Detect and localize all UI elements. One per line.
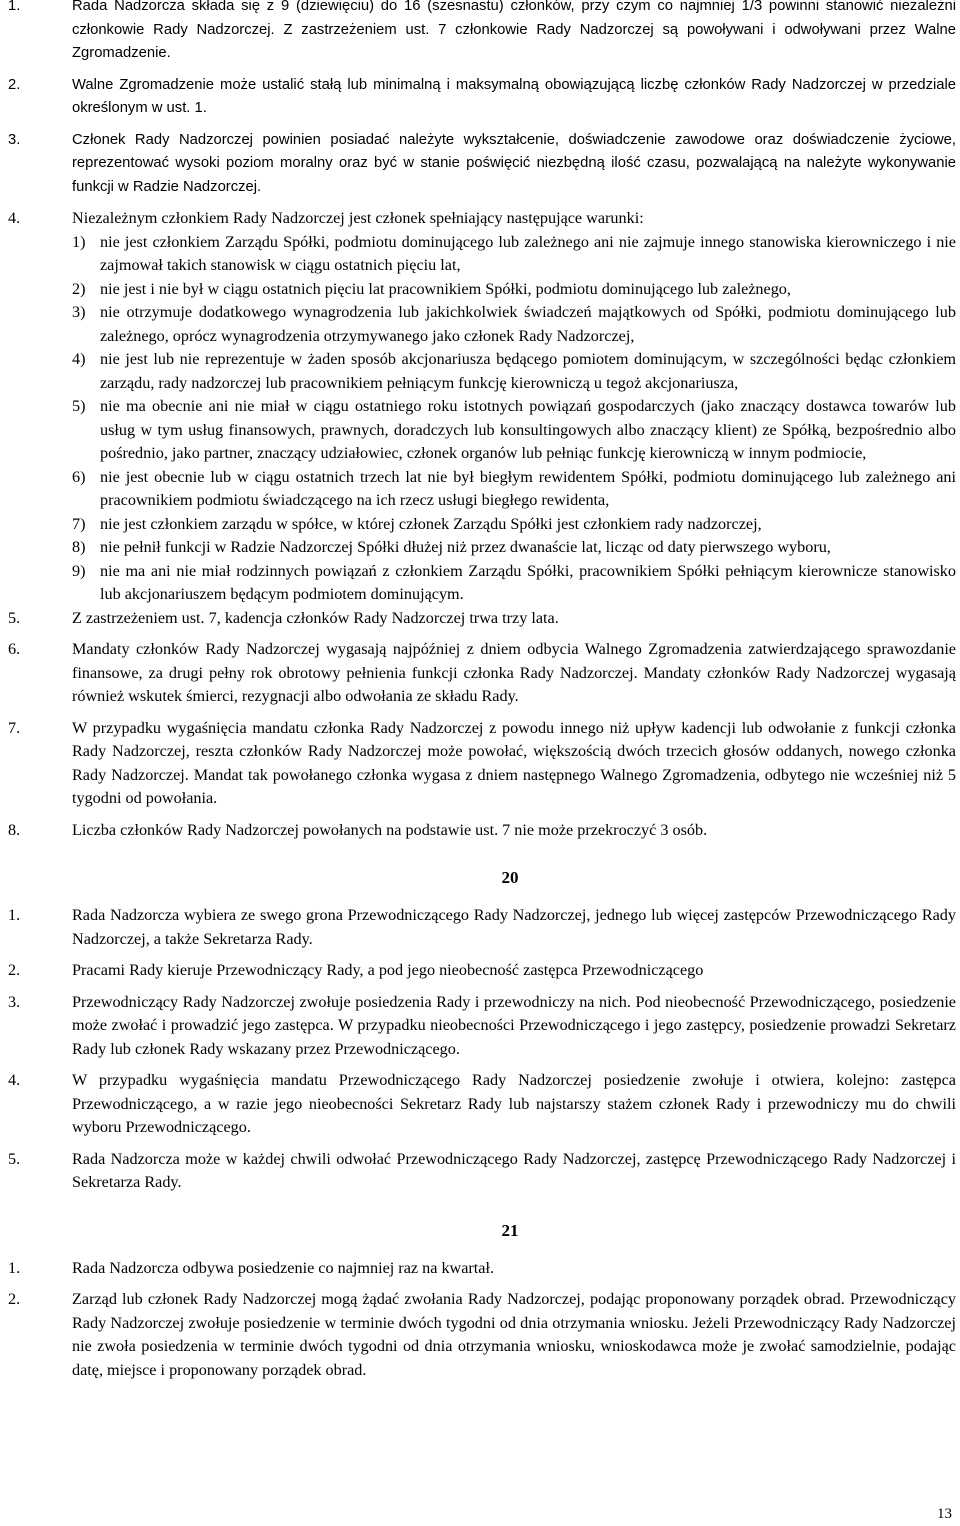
list-item xyxy=(0,207,960,231)
item-number: 2. xyxy=(8,76,21,93)
condition-number: 8) xyxy=(72,538,86,556)
item-number: 1. xyxy=(8,1258,21,1277)
item-number: 8. xyxy=(8,820,21,839)
condition-item xyxy=(0,395,960,466)
condition-text: nie otrzymuje dodatkowego wynagrodzenia lub jakichkolwiek świadczeń majątkowych od Spółki, podmiotu dominującego lub zależnego, oprócz wynagrodzenia otrzymywanego jako członek Rady Nadzorczej, xyxy=(100,303,956,345)
item-number: 4. xyxy=(8,1071,21,1089)
item-text: Liczba członków Rady Nadzorczej powołanych na podstawie ust. 7 nie może przekroczyć 3 osób. xyxy=(72,820,708,839)
condition-text: nie jest członkiem zarządu w spółce, w której członek Zarządu Spółki jest członkiem rady nadzorczej, xyxy=(100,514,762,533)
condition-text: nie ma obecnie ani nie miał w ciągu ostatniego roku istotnych powiązań gospodarczych (jako znaczący dostawca towarów lub usług w tym usług finansowych, prawnych, doradczych lub konsultingowych albo znaczący klient) ze Spółką, bezpośrednio albo pośrednio, jako partner, znaczący udziałowiec, członek organów lub pełniąc funkcję kierowniczą w innym podmiocie, xyxy=(100,397,956,462)
item-number: 3. xyxy=(8,992,21,1011)
section-heading xyxy=(0,866,960,898)
condition-number: 2) xyxy=(72,279,86,298)
item-text: Pracami Rady kieruje Przewodniczący Rady, a pod jego nieobecność zastępca Przewodniczącego xyxy=(72,961,704,979)
condition-text: nie jest lub nie reprezentuje w żaden sposób akcjonariusza będącego pomiotem dominującym, w szczególności będąc członkiem zarządu, rady nadzorczej lub pracownikiem pełniącym funkcję kierowniczą u tegoż akcjonariusza, xyxy=(100,350,956,392)
list-item xyxy=(0,1288,960,1382)
list-item xyxy=(0,1069,960,1140)
condition-number: 1) xyxy=(72,232,86,251)
condition-number: 6) xyxy=(72,467,86,486)
item-number: 6. xyxy=(8,640,21,658)
item-text: Rada Nadzorcza odbywa posiedzenie co najmniej raz na kwartał. xyxy=(72,1258,495,1277)
item-text: Rada Nadzorcza wybiera ze swego grona Przewodniczącego Rady Nadzorczej, jednego lub więcej zastępców Przewodniczącego Rady Nadzorczej, a także Sekretarza Rady. xyxy=(72,906,956,948)
list-item xyxy=(0,607,960,631)
item-number: 4. xyxy=(8,209,21,227)
list-item xyxy=(0,1148,960,1195)
condition-item xyxy=(0,231,960,278)
section-number: 20 xyxy=(501,868,519,887)
item-number: 2. xyxy=(8,1290,21,1308)
section-heading xyxy=(0,1219,960,1251)
item-number: 5. xyxy=(8,1149,21,1168)
condition-number: 9) xyxy=(72,561,86,580)
condition-text: nie jest obecnie lub w ciągu ostatnich trzech lat nie był biegłym rewidentem Spółki, podmiotu dominującego lub zależnego ani pracownikiem podmiotu świadczącego na ich rzecz usługi biegłego rewidenta, xyxy=(100,467,956,509)
page-number: 13 xyxy=(937,1506,952,1522)
item-text: Mandaty członków Rady Nadzorczej wygasają najpóźniej z dniem odbycia Walnego Zgromadzenia zatwierdzającego sprawozdanie finansowe, za drugi pełny rok obrotowy pełnienia funkcji członka Rady Nadzorczej. Mandaty członków Rady Nadzorczej wygasają również wskutek śmierci, rezygnacji albo odwołania ze składu Rady. xyxy=(72,640,956,705)
list-item xyxy=(0,959,960,983)
condition-text: nie pełnił funkcji w Radzie Nadzorczej Spółki dłużej niż przez dwanaście lat, licząc od daty pierwszego wyboru, xyxy=(100,538,831,556)
item-text: W przypadku wygaśnięcia mandatu członka Rady Nadzorczej z powodu innego niż upływ kadencji lub odwołanie z funkcji członka Rady Nadzorczej, reszta członków Rady Nadzorczej może powołać, większością dwóch trzecich głosów oddanych, nowego członka Rady Nadzorczej. Mandat tak powołanego członka wygasa z dniem następnego Walnego Zgromadzenia, odbytego nie wcześniej niż 5 tygodni od powołania. xyxy=(72,718,956,807)
item-number: 1. xyxy=(8,0,21,14)
item-text: Przewodniczący Rady Nadzorczej zwołuje posiedzenia Rady i przewodniczy na nich. Pod nieobecność Przewodniczącego, posiedzenie może zwołać i prowadzić jego zastępca. W przypadku nieobecności Przewodniczącego i jego zastępcy, posiedzenie prowadzi Sekretarz Rady lub członek Rady wskazany przez Przewodniczącego. xyxy=(72,992,956,1058)
item-number: 5. xyxy=(8,608,21,627)
condition-number: 3) xyxy=(72,303,86,321)
list-item xyxy=(0,717,960,811)
item-text: Rada Nadzorcza składa się z 9 (dziewięciu) do 16 (szesnastu) członków, przy czym co najmniej 1/3 powinni stanowić niezależni członkowie Rady Nadzorczej. Z zastrzeżeniem ust. 7 członkowie Rady Nadzorczej są powoływani i odwoływani przez Walne Zgromadzenie. xyxy=(72,0,956,61)
condition-text: nie ma ani nie miał rodzinnych powiązań z członkiem Zarządu Spółki, pracownikiem Spółki pełniącym kierownicze stanowisko lub akcjonariuszem będącym podmiotem dominującym. xyxy=(100,561,956,603)
list-item xyxy=(0,0,960,66)
condition-text: nie jest i nie był w ciągu ostatnich pięciu lat pracownikiem Spółki, podmiotu dominującego lub zależnego, xyxy=(100,279,791,298)
condition-item xyxy=(0,536,960,560)
list-item xyxy=(0,1257,960,1281)
list-item xyxy=(0,129,960,200)
item-text: Niezależnym członkiem Rady Nadzorczej jest członek spełniający następujące warunki: xyxy=(72,209,644,227)
list-item xyxy=(0,904,960,951)
condition-text: nie jest członkiem Zarządu Spółki, podmiotu dominującego lub zależnego ani nie zajmuje innego stanowiska kierowniczego i nie zajmował takich stanowisk w ciągu ostatnich pięciu lat, xyxy=(100,232,956,274)
list-item xyxy=(0,819,960,843)
item-text: W przypadku wygaśnięcia mandatu Przewodniczącego Rady Nadzorczej posiedzenie zwołuje i otwiera, kolejno: zastępca Przewodniczącego, a w razie jego nieobecności Sekretarz Rady lub najstarszy stażem członek Rady i przewodniczy mu do chwili wyboru Przewodniczącego. xyxy=(72,1071,956,1136)
item-number: 1. xyxy=(8,906,21,924)
condition-item xyxy=(0,513,960,537)
item-number: 7. xyxy=(8,718,21,737)
item-number: 3. xyxy=(8,131,21,148)
list-item xyxy=(0,638,960,709)
condition-number: 4) xyxy=(72,350,86,368)
item-text: Z zastrzeżeniem ust. 7, kadencja członków Rady Nadzorczej trwa trzy lata. xyxy=(72,608,559,627)
item-number: 2. xyxy=(8,961,21,979)
section-number: 21 xyxy=(501,1220,519,1240)
condition-item xyxy=(0,466,960,513)
list-item xyxy=(0,991,960,1062)
condition-number: 7) xyxy=(72,514,86,533)
condition-item xyxy=(0,560,960,607)
condition-item xyxy=(0,278,960,302)
item-text: Rada Nadzorcza może w każdej chwili odwołać Przewodniczącego Rady Nadzorczej, zastępcę Przewodniczącego Rady Nadzorczej i Sekretarza Rady. xyxy=(72,1149,956,1191)
item-text: Zarząd lub członek Rady Nadzorczej mogą żądać zwołania Rady Nadzorczej, podając proponowany porządek obrad. Przewodniczący Rady Nadzorczej zwołuje posiedzenie w terminie dwóch tygodni od dnia otrzymania wniosku. Jeżeli Przewodniczący Rady Nadzorczej nie zwoła posiedzenia w terminie dwóch tygodni od dnia otrzymania wniosku, wnioskodawca może je zwołać samodzielnie, podając datę, miejsce i proponowany porządek obrad. xyxy=(72,1290,956,1379)
list-item xyxy=(0,74,960,121)
condition-item xyxy=(0,301,960,348)
item-text: Członek Rady Nadzorczej powinien posiadać należyte wykształcenie, doświadczenie zawodowe oraz doświadczenie życiowe, reprezentować wysoki poziom moralny oraz być w stanie poświęcić niezbędną ilość czasu, pozwalającą na należyte wykonywanie funkcji w Radzie Nadzorczej. xyxy=(72,131,956,195)
condition-item xyxy=(0,348,960,395)
condition-number: 5) xyxy=(72,397,86,415)
item-text: Walne Zgromadzenie może ustalić stałą lub minimalną i maksymalną obowiązującą liczbę członków Rady Nadzorczej w przedziale określonym w ust. 1. xyxy=(72,76,956,116)
